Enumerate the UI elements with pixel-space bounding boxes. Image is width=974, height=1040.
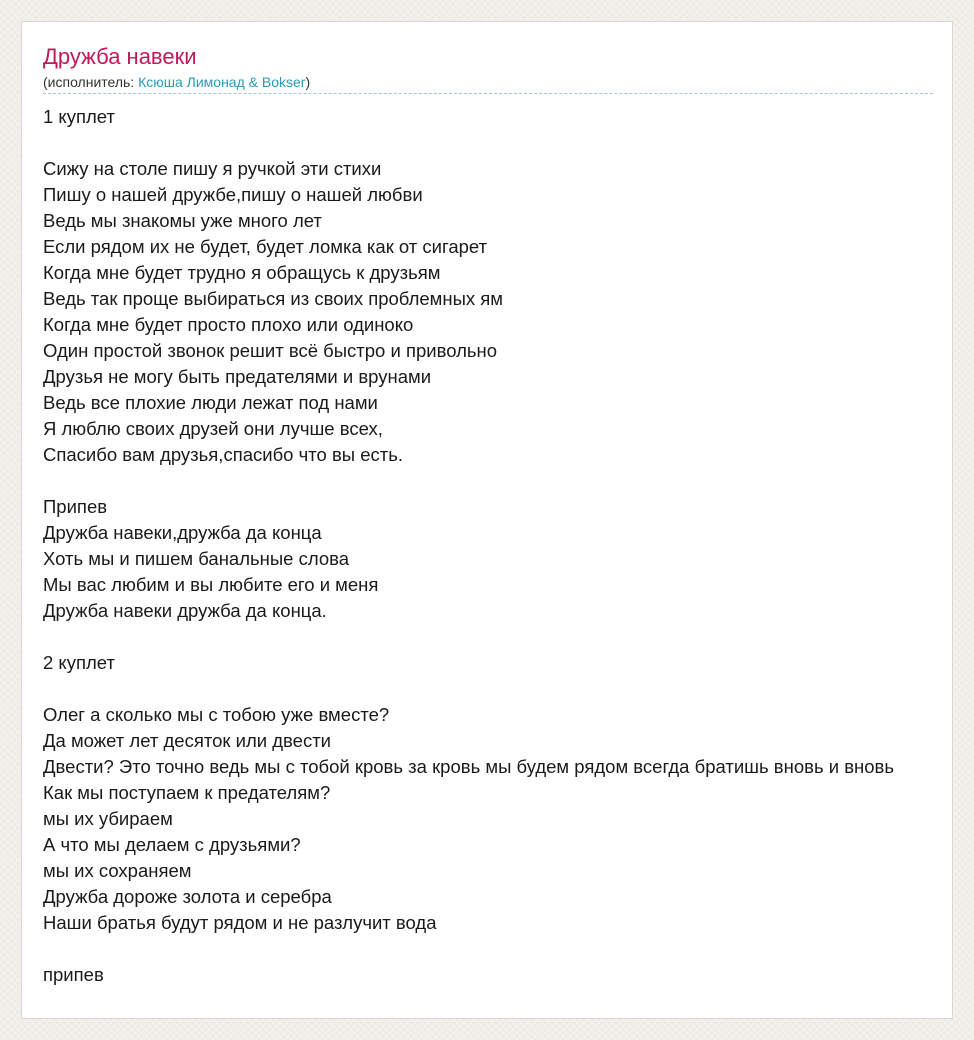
artist-link[interactable]: Ксюша Лимонад & Bokser: [138, 74, 306, 90]
artist-prefix: (исполнитель:: [43, 74, 139, 90]
song-title: Дружба навеки: [43, 44, 197, 69]
lyrics-text: 1 куплет Сижу на столе пишу я ручкой эти стихи Пишу о нашей дружбе,пишу о нашей любви Ведь мы знакомы уже много лет Если рядом их не будет, будет ломка как от сигарет Когда мне будет трудно я обращусь к друзьям Ведь так проще выбираться из своих проблемных ям Когда мне будет просто плохо или одиноко Один простой звонок решит всё быстро и привольно Друзья не могу быть предателями и врунами Ведь все плохие люди лежат под нами Я люблю своих друзей они лучше всех, Спасибо вам друзья,спасибо что вы есть. Припев Дружба навеки,дружба да конца Хоть мы и пишем банальные слова Мы вас любим и вы любите его и меня Дружба навеки дружба да конца. 2 куплет Олег а сколько мы с тобою уже вместе? Да может лет десяток или двести Двести? Это точно ведь мы с тобой кровь за кровь мы будем рядом всегда братишь вновь и вновь Как мы поступаем к предателям? мы их убираем А что мы делаем с друзьями? мы их сохраняем Дружба дороже золота и серебра Наши братья будут рядом и не разлучит вода припев: [43, 106, 895, 985]
artist-suffix: ): [305, 74, 311, 90]
lyrics-card: [21, 21, 953, 1019]
title-divider: [43, 93, 933, 94]
artist-line: [43, 73, 310, 91]
